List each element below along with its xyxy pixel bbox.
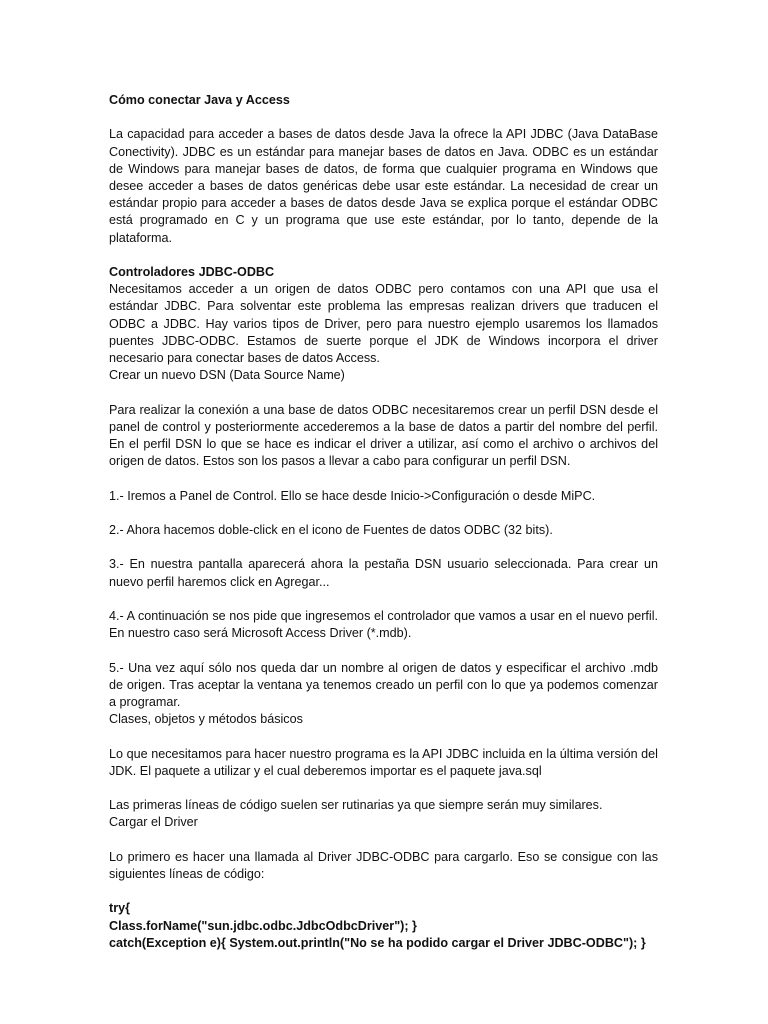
step-1: 1.- Iremos a Panel de Control. Ello se hace desde Inicio->Configuración o desde MiPC. <box>109 488 596 503</box>
section-heading: Crear un nuevo DSN (Data Source Name) <box>109 368 345 383</box>
step-3: 3.- En nuestra pantalla aparecerá ahora la pestaña DSN usuario seleccionada. Para crear un nuevo perfil haremos click en Agregar... <box>109 557 658 589</box>
code-line: catch(Exception e){ System.out.println("No se ha podido cargar el Driver JDBC-ODBC"); } <box>109 935 646 950</box>
code-line: Class.forName("sun.jdbc.odbc.JdbcOdbcDriver"); } <box>109 918 417 933</box>
section-heading: Cargar el Driver <box>109 815 198 830</box>
intro-paragraph: La capacidad para acceder a bases de datos desde Java la ofrece la API JDBC (Java DataBase Conectivity). JDBC es un estándar para manejar bases de datos en Java. ODBC es un estándar de Windows para manejar bases de datos, de forma que cualquier programa en Windows que desee acceder a bases de datos genéricas debe usar este estándar. La necesidad de crear un estándar propio para acceder a bases de datos desde Java se explica porque el estándar ODBC está programado en C y un programa que use este estándar, por lo tanto, depende de la plataforma. <box>109 127 658 245</box>
section-heading: Controladores JDBC-ODBC <box>109 265 275 279</box>
step-4: 4.- A continuación se nos pide que ingresemos el controlador que vamos a usar en el nuevo perfil. En nuestro caso será Microsoft Access Driver (*.mdb). <box>109 608 658 641</box>
section-heading: Clases, objetos y métodos básicos <box>109 712 303 727</box>
step-5: 5.- Una vez aquí sólo nos queda dar un nombre al origen de datos y especificar el archivo .mdb de origen. Tras aceptar la ventana ya tenemos creado un perfil con lo que ya podemos comenzar a programar. <box>109 660 658 709</box>
section-clases-heading <box>109 711 658 728</box>
section-body: Necesitamos acceder a un origen de datos ODBC pero contamos con una API que usa el estándar JDBC. Para solventar este problema las empresas realizan drivers que traducen el ODBC a JDBC. Hay varios tipos de Driver, pero para nuestro ejemplo usaremos los llamados puentes JDBC-ODBC. Estamos de suerte porque el JDK de Windows incorpora el driver necesario para conectar bases de datos Access. <box>109 282 658 366</box>
section-dsn-heading <box>109 367 658 384</box>
section-controladores <box>109 264 658 367</box>
section-clases-body: Lo que necesitamos para hacer nuestro programa es la API JDBC incluida en la última versión del JDK. El paquete a utilizar y el cual deberemos importar es el paquete java.sql <box>109 746 658 778</box>
step-2: 2.- Ahora hacemos doble-click en el icono de Fuentes de datos ODBC (32 bits). <box>109 523 553 537</box>
code-line: try{ <box>109 901 130 916</box>
document-title: Cómo conectar Java y Access <box>109 93 290 107</box>
section-clases-note: Las primeras líneas de código suelen ser rutinarias ya que siempre serán muy similares. <box>109 798 603 813</box>
section-driver-heading <box>109 814 658 831</box>
document-page <box>109 92 658 952</box>
section-dsn-body: Para realizar la conexión a una base de datos ODBC necesitaremos crear un perfil DSN desde el panel de control y posteriormente accederemos a la base de datos a partir del nombre del perfil. En el perfil DSN lo que se hace es indicar el driver a utilizar, así como el archivo o archivos del origen de datos. Estos son los pasos a llevar a cabo para configurar un perfil DSN. <box>109 402 658 469</box>
code-block <box>109 900 658 952</box>
section-driver-body: Lo primero es hacer una llamada al Driver JDBC-ODBC para cargarlo. Eso se consigue con las siguientes líneas de código: <box>109 849 658 881</box>
